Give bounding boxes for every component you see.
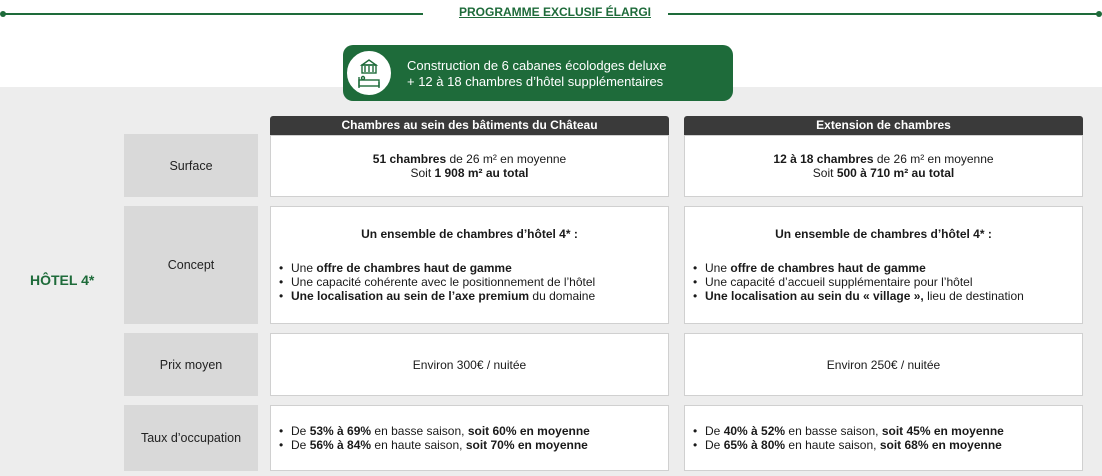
concept-item [279, 275, 668, 289]
concept-item-text: Une capacité cohérente avec le positionnement de l’hôtel [291, 275, 596, 289]
occupancy-range: 56% à 84% [309, 438, 372, 452]
surface-total: 1 908 m² au total [434, 166, 529, 180]
concept-item [279, 289, 668, 303]
concept-item-suffix: lieu de destination [923, 289, 1024, 303]
surface-total: 500 à 710 m² au total [836, 166, 955, 180]
concept-item [693, 275, 1082, 289]
occupancy-range: 53% à 69% [309, 424, 372, 438]
occupancy-average: soit 70% en moyenne [465, 438, 588, 452]
concept-item-suffix: du domaine [529, 289, 596, 303]
concept-title: Un ensemble de chambres d’hôtel 4* : [775, 227, 992, 241]
callout-text [407, 58, 666, 90]
occupancy-high-season [693, 438, 1004, 452]
occupancy-cell-extension [684, 405, 1083, 471]
hotel-bed-icon [345, 49, 393, 97]
concept-item [693, 289, 1082, 303]
banner-right-line [668, 13, 1098, 15]
occupancy-prefix: De [291, 424, 310, 438]
surface-cell-extension [684, 135, 1083, 197]
occupancy-high-season [279, 438, 590, 452]
concept-title: Un ensemble de chambres d’hôtel 4* : [361, 227, 578, 241]
callout-line-2: + 12 à 18 chambres d’hôtel supplémentaires [407, 74, 664, 89]
price-value: Environ 250€ / nuitée [826, 357, 941, 372]
callout-line-1: Construction de 6 cabanes écolodges deluxe [407, 58, 667, 73]
surface-line-1 [373, 152, 566, 166]
section-title-hotel: HÔTEL 4* [30, 272, 95, 288]
occupancy-average: soit 45% en moyenne [881, 424, 1004, 438]
row-label-concept: Concept [124, 206, 258, 324]
concept-cell-extension [684, 206, 1083, 324]
occupancy-prefix: De [705, 424, 724, 438]
surface-total-prefix: Soit [410, 166, 435, 180]
concept-item-bold: Une localisation au sein du « village », [705, 289, 924, 303]
occupancy-prefix: De [705, 438, 724, 452]
concept-cell-chateau [270, 206, 669, 324]
occupancy-list [685, 424, 1004, 452]
surface-rooms-text: de 26 m² en moyenne [873, 152, 994, 166]
concept-list [271, 261, 668, 303]
occupancy-range: 65% à 80% [723, 438, 786, 452]
banner-left-line [3, 13, 423, 15]
concept-item [693, 261, 1082, 275]
concept-item-prefix: Une [705, 261, 731, 275]
concept-item-bold: offre de chambres haut de gamme [730, 261, 926, 275]
surface-line-2 [813, 166, 954, 180]
concept-item-bold: Une localisation au sein de l’axe premium [291, 289, 530, 303]
surface-rooms: 12 à 18 chambres [773, 152, 874, 166]
column-header-chateau: Chambres au sein des bâtiments du Château [270, 116, 669, 135]
column-header-extension: Extension de chambres [684, 116, 1083, 135]
surface-rooms: 51 chambres [372, 152, 447, 166]
surface-rooms-text: de 26 m² en moyenne [446, 152, 567, 166]
occupancy-list [271, 424, 590, 452]
surface-line-2 [410, 166, 528, 180]
occupancy-range: 40% à 52% [723, 424, 786, 438]
concept-item-prefix: Une [291, 261, 317, 275]
surface-total-prefix: Soit [812, 166, 837, 180]
price-cell-extension [684, 333, 1083, 396]
occupancy-cell-chateau [270, 405, 669, 471]
concept-item-text: Une capacité d’accueil supplémentaire pour l’hôtel [705, 275, 973, 289]
surface-line-1 [773, 152, 993, 166]
price-cell-chateau [270, 333, 669, 396]
banner-title: PROGRAMME EXCLUSIF ÉLARGI [458, 5, 651, 19]
occupancy-low-season [279, 424, 590, 438]
occupancy-low-season [693, 424, 1004, 438]
occupancy-average: soit 68% en moyenne [879, 438, 1002, 452]
program-callout [343, 45, 733, 101]
occupancy-season: en basse saison, [371, 424, 468, 438]
concept-list [685, 261, 1082, 303]
row-label-surface: Surface [124, 134, 258, 197]
concept-item-bold: offre de chambres haut de gamme [316, 261, 512, 275]
row-label-price: Prix moyen [124, 333, 258, 396]
row-label-occupancy: Taux d’occupation [124, 405, 258, 471]
occupancy-average: soit 60% en moyenne [467, 424, 590, 438]
concept-item [279, 261, 668, 275]
occupancy-prefix: De [291, 438, 310, 452]
occupancy-season: en haute saison, [371, 438, 466, 452]
occupancy-season: en basse saison, [785, 424, 882, 438]
banner-right-dot [1096, 11, 1102, 17]
surface-cell-chateau [270, 135, 669, 197]
price-value: Environ 300€ / nuitée [412, 357, 527, 372]
occupancy-season: en haute saison, [785, 438, 880, 452]
